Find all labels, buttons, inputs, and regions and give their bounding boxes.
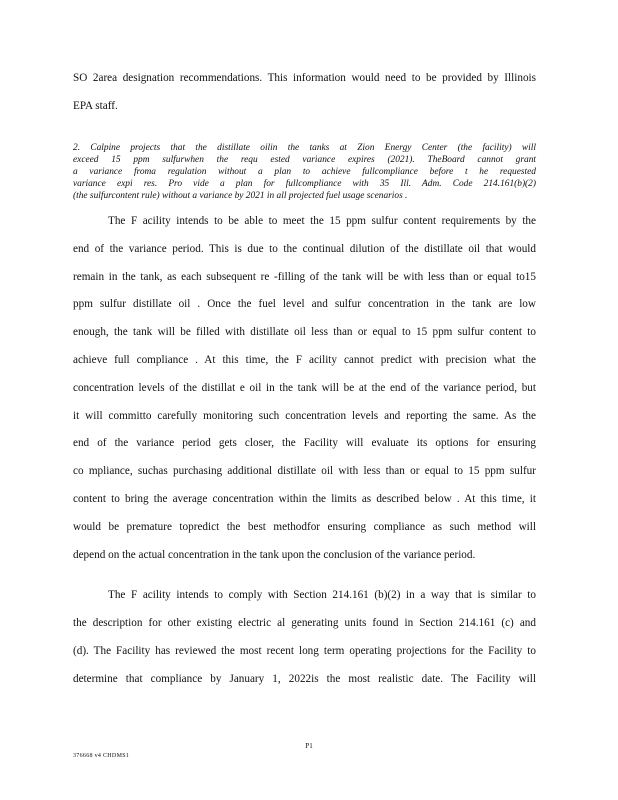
question-line-1: 2. Calpine projects that the distillate oilin the tanks at Zion Energy Center (the facility) will (73, 143, 536, 153)
paragraph1-line-13: depend on the actual concentration in the tank upon the conclusion of the variance period. (73, 549, 476, 561)
paragraph1-line-7: concentration levels of the distillat e oil in the tank will be at the end of the variance period, but (73, 382, 536, 394)
paragraph1-line-10: co mpliance, suchas purchasing additional distillate oil with less than or equal to 15 ppm sulfur (73, 465, 536, 477)
intro-line-1: SO 2area designation recommendations. This information would need to be provided by Illinois (73, 72, 536, 84)
page-number: P1 (305, 742, 313, 750)
paragraph1-line-1: The F acility intends to be able to meet the 15 ppm sulfur content requirements by the (108, 215, 536, 227)
paragraph1-line-9: end of the variance period gets closer, the Facility will evaluate its options for ensuring (73, 437, 536, 449)
paragraph2-line-1: The F acility intends to comply with Section 214.161 (b)(2) in a way that is similar to (108, 589, 536, 601)
paragraph1-line-12: would be premature topredict the best methodfor ensuring compliance as such method will (73, 521, 536, 533)
paragraph1-line-3: remain in the tank, as each subsequent re -filling of the tank will be with less than or equal to15 (73, 271, 536, 283)
intro-line-2: EPA staff. (73, 100, 118, 112)
paragraph1-line-2: end of the variance period. This is due to the continual dilution of the distillate oil that would (73, 243, 536, 255)
question-line-2: exceed 15 ppm sulfurwhen the requ ested variance expires (2021). TheBoard cannot grant (73, 155, 536, 165)
paragraph2-line-3: (d). The Facility has reviewed the most recent long term operating projections for the Facility to (73, 645, 536, 657)
paragraph2-line-4: determine that compliance by January 1, 2022is the most realistic date. The Facility will (73, 673, 536, 685)
paragraph1-line-6: achieve full compliance . At this time, the F acility cannot predict with precision what the (73, 354, 536, 366)
paragraph2-line-2: the description for other existing electric al generating units found in Section 214.161 (c) and (73, 617, 536, 629)
paragraph1-line-4: ppm sulfur distillate oil . Once the fuel level and sulfur concentration in the tank are low (73, 298, 536, 310)
paragraph1-line-5: enough, the tank will be filled with distillate oil less than or equal to 15 ppm sulfur content to (73, 326, 536, 338)
question-line-3: a variance froma regulation without a plan to achieve fullcompliance before t he requested (73, 167, 536, 177)
paragraph1-line-11: content to bring the average concentration within the limits as described below . At this time, it (73, 493, 536, 505)
document-id: 376668 v4 CHDMS1 (73, 753, 130, 759)
question-line-5: (the sulfurcontent rule) without a variance by 2021 in all projected fuel usage scenarios . (73, 191, 408, 201)
question-line-4: variance expi res. Pro vide a plan for fullcompliance with 35 Ill. Adm. Code 214.161(b)(2) (73, 179, 536, 189)
paragraph1-line-8: it will committo carefully monitoring such concentration levels and reporting the same. As the (73, 410, 536, 422)
